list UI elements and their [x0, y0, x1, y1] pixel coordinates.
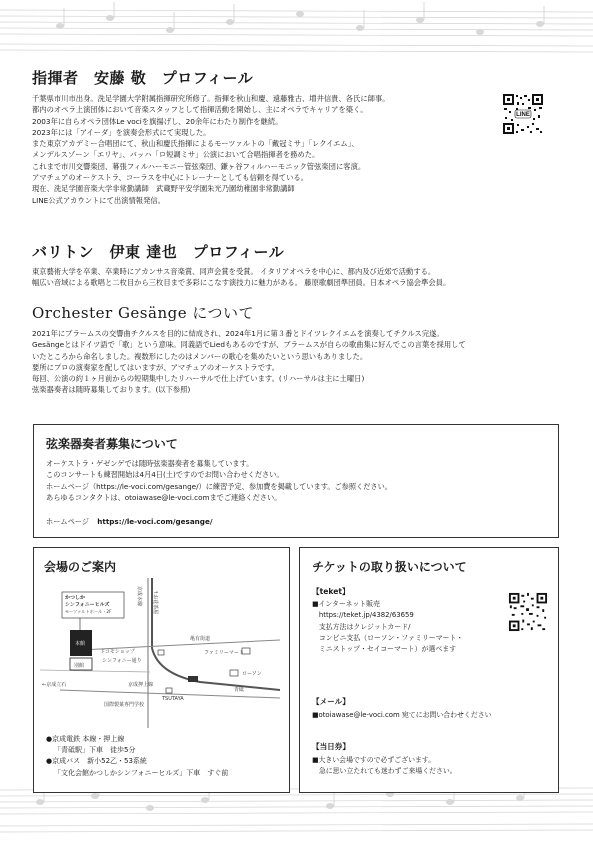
conductor-line: 2023年には「アイーダ」を演奏会形式にて実現した。	[32, 127, 211, 137]
hall-name-2: シンフォニーヒルズ	[65, 602, 110, 608]
hall-name-1: かつしか	[65, 595, 86, 601]
conductor-line: また東京アカデミー合唱団にて、秋山和慶氏指揮によるモーツァルトの「戴冠ミサ」「レクイエム」、	[32, 139, 359, 149]
kameari-road-label: 亀有街道	[190, 636, 211, 642]
orchestra-text	[32, 328, 466, 396]
orchestra-line: 要所にプロの演奏家を配してはいますが、アマチュアのオーケストラです。	[32, 362, 279, 372]
docomo-icon	[158, 650, 164, 655]
teket-qr-code[interactable]	[508, 592, 548, 632]
recruitment-line: あらゆるコンタクトは、otoiawase@le-voci.comまでご連絡ください。	[46, 493, 282, 503]
day-ticket-line: 急に思い立たれても迷わずご来場ください。	[312, 767, 457, 776]
conductor-line: これまで市川交響楽団、幕張フィルハーモニー管弦楽団、鎌ヶ谷フィルハーモニック管弦楽団に客演。	[32, 161, 366, 171]
orchestra-line: 2021年にブラームスの交響曲チクルスを目的に結成され、2024年1月に第３番とドイツレクイエムを演奏してチクルス完遂。	[32, 329, 444, 338]
line-qr-label: LINE	[516, 112, 530, 119]
day-ticket-tag: 【当日券】	[312, 742, 350, 751]
baritone-profile-heading: バリトン 伊東 達也 プロフィール	[32, 243, 285, 261]
ticket-box	[299, 547, 559, 793]
recruitment-box	[33, 424, 559, 538]
teket-line: コンビニ支払（ローソン・ファミリーマート・	[312, 633, 464, 642]
homepage-link[interactable]: https://le-voci.com/gesange/	[97, 517, 213, 526]
recruitment-text	[46, 458, 392, 504]
teket-line: 支払方法はクレジットカード/	[312, 622, 411, 631]
docomo-label: ドコモショップ	[100, 649, 135, 655]
venue-map	[40, 578, 280, 728]
lawson-icon	[230, 670, 238, 676]
aoto-label: 青砥	[234, 687, 245, 693]
day-ticket-info	[312, 755, 457, 778]
tsutaya-label: TSUTAYA	[162, 696, 184, 702]
recruitment-line: このコンサートも練習開始は4月4日(土)ですのでお問い合わせください。	[46, 470, 284, 480]
teket-line: ■インターネット販売	[312, 600, 380, 608]
family-mart-label: ファミリーマート	[204, 650, 244, 656]
hall-name-3: モーツァルトホール・2F	[65, 609, 112, 614]
baritone-line: 東京藝術大学を卒業、卒業時にアカンサス音楽賞、同声会賞を受賞。 イタリアオペラを中心に、都内及び近郊で活動する。	[32, 267, 436, 276]
day-ticket-line: ■大きい会場ですので必ずございます。	[312, 756, 436, 764]
keisei-main-line-label: 京成本線	[136, 586, 142, 607]
access-line: ●京成バス 新小52乙・53系統	[46, 757, 147, 766]
homepage-row	[46, 516, 212, 527]
conductor-line: 都内のオペラ上演団体において音楽スタッフとして指揮活動を開始し、主にオペラでキャリアを築く。	[32, 105, 368, 115]
conductor-line: メンデルスゾーン「エリヤ」、バッハ「ロ短調ミサ」公演において合唱指揮者を務めた。	[32, 150, 320, 160]
ticket-heading: チケットの取り扱いについて	[312, 560, 467, 574]
conductor-line: 千葉県市川市出身。洗足学園大学附属指揮研究所修了。指揮を秋山和慶、遠藤雅古、増井信貴、各氏に師事。	[32, 94, 390, 103]
baritone-profile-text	[32, 266, 450, 289]
to-ohanajaya-label: ↑お花茶屋	[152, 590, 158, 615]
venue-box	[33, 547, 290, 793]
teket-url[interactable]: https://teket.jp/4382/63659	[312, 611, 414, 620]
school-label: 国際製菓専門学校	[104, 702, 145, 708]
mail-tag: 【メール】	[312, 697, 350, 706]
orchestra-line: Gesängeとはドイツ語で「歌」という意味。同義語でLiedもあるのですが、ブラームスが自らの歌曲集に好んでこの言葉を採用して	[32, 340, 466, 350]
main-building-label: 本館	[75, 641, 86, 647]
teket-tag: 【teket】	[312, 587, 350, 596]
access-line: 「青砥駅」下車 徒歩5分	[54, 746, 136, 755]
line-qr-code[interactable]	[502, 93, 544, 135]
recruitment-heading: 弦楽器奏者募集について	[46, 437, 178, 451]
keisei-tateishi-label: ←京成立石	[42, 682, 67, 688]
conductor-profile-heading: 指揮者 安藤 敬 プロフィール	[32, 69, 254, 87]
orchestra-heading: Orchester Gesänge について	[32, 304, 255, 322]
recruitment-line: オーケストラ・ゲゼンゲでは随時弦楽器奏者を募集しています。	[46, 459, 254, 468]
lawson-label: ローソン	[242, 671, 262, 677]
orchestra-line: 弦楽器奏者は随時募集しております。(以下参照)	[32, 385, 191, 395]
conductor-line: 現在、洗足学園音楽大学非常勤講師 武蔵野平安学園朱光乃園幼稚園非常勤講師	[32, 184, 295, 194]
symphony-street-label: シンフォニー通り	[102, 658, 142, 664]
annex-label: 別館	[74, 663, 85, 669]
access-info	[46, 734, 228, 779]
conductor-line: 2003年に自らオペラ団体Le vociを旗揚げし、20余年にわたり制作を継続。	[32, 116, 283, 126]
sheet-music-decoration-top	[0, 0, 593, 58]
orchestra-line: いたところから命名しました。複数形にしたのはメンバーの歌心を集めたいという思いもありました。	[32, 351, 368, 361]
station-icon	[188, 676, 198, 682]
teket-info	[312, 599, 463, 655]
conductor-line: アマチュアのオーケストラ、コーラスを中心にトレーナーとしても信頼を得ている。	[32, 173, 308, 183]
mail-info[interactable]: ■otoiawase@le-voci.com 宛てにお問い合わせください	[312, 711, 492, 719]
venue-heading: 会場のご案内	[44, 560, 117, 574]
access-line: 「文化会館かつしかシンフォニーヒルズ」下車 すぐ前	[54, 768, 229, 777]
baritone-line: 幅広い音域による歌唱と二枚目から三枚目まで多彩にこなす演技力に魅力がある。 藤原歌劇団準団員。日本オペラ協会準会員。	[32, 278, 451, 288]
tsutaya-icon	[166, 688, 172, 693]
teket-line: ミニストップ・セイコーマート）が選べます	[312, 645, 457, 654]
conductor-profile-text	[32, 93, 390, 206]
keisei-oshiage-line-label: 京成押上線	[128, 682, 154, 688]
access-line: ●京成電鉄 本線・押上線	[46, 735, 125, 743]
conductor-line: LINE公式アカウントにて出演情報発信。	[32, 195, 165, 205]
orchestra-line: 毎回、公演の約１ヶ月前からの短期集中したリハーサルで仕上げています。(リハーサルは主に土曜日)	[32, 374, 365, 384]
recruitment-line: ホームページ（https://le-voci.com/gesange/）に練習予定、参加費を掲載しています。ご参照ください。	[46, 481, 392, 491]
homepage-label: ホームページ	[46, 517, 89, 526]
